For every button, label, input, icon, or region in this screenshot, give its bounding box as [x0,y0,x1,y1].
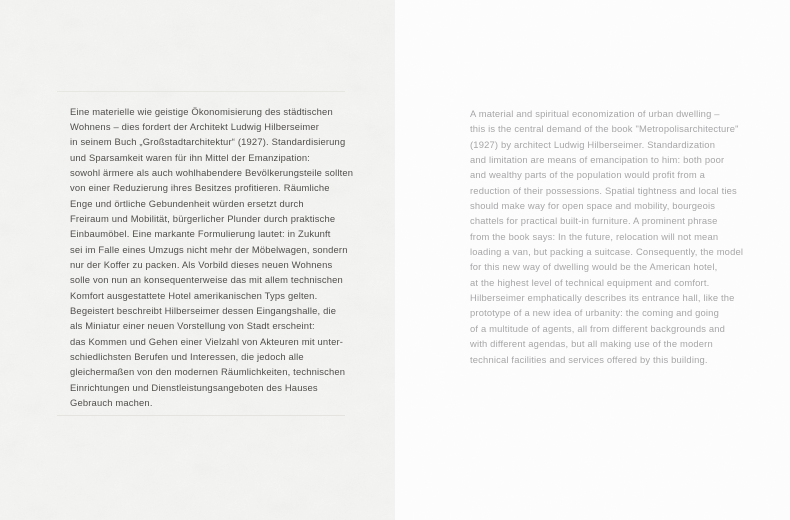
text-line: Eine materielle wie geistige Ökonomisierung des städtischen [70,105,333,117]
text-line: Hilberseimer emphatically describes its entrance hall, like the [470,292,735,304]
text-line: with different agendas, but all making use of the modern [470,338,713,350]
text-line: at the highest level of technical equipment and comfort. [470,276,710,288]
text-line: in seinem Buch „Großstadtarchitektur“ (1927). Standardisierung [70,136,346,148]
text-line: sowohl ärmere als auch wohlhabendere Bevölkerungsteile sollten [70,166,354,178]
text-line: Komfort ausgestattete Hotel amerikanischen Typs gelten. [70,289,318,301]
english-paragraph [470,106,743,367]
text-line: should make way for open space and mobility, bourgeois [470,200,716,212]
text-line: and limitation are means of emancipation to him: both poor [470,154,725,166]
text-line: nur der Koffer zu packen. Als Vorbild dieses neuen Wohnens [70,258,333,270]
text-line: Einrichtungen und Dienstleistungsangeboten des Hauses [70,381,318,393]
text-line: and wealthy parts of the population would profit from a [470,169,706,181]
text-line: reduction of their possessions. Spatial tightness and local ties [470,184,737,196]
text-line: Begeistert beschreibt Hilberseimer dessen Eingangshalle, die [70,304,337,316]
text-line: gleichermaßen von den modernen Räumlichkeiten, technischen [70,366,346,378]
text-line: from the book says: In the future, relocation will not mean [470,230,719,242]
german-paragraph [70,104,353,411]
text-line: technical facilities and services offered by this building. [470,353,708,365]
text-line: Wohnens – dies fordert der Architekt Ludwig Hilberseimer [70,120,320,132]
text-line: A material and spiritual economization of urban dwelling – [470,108,720,119]
text-line: von einer Reduzierung ihres Besitzes profitieren. Räumliche [70,182,330,194]
text-line: Enge und örtliche Gebundenheit würden ersetzt durch [70,197,304,209]
bottom-hairline-divider [57,415,345,416]
text-line: das Kommen und Gehen einer Vielzahl von Akteuren mit unter- [70,335,344,347]
text-line: sei im Falle eines Umzugs nicht mehr der Möbelwagen, sondern [70,243,348,255]
text-line: Einbaumöbel. Eine markante Formulierung lautet: in Zukunft [70,228,331,240]
text-line: of a multitude of agents, all from different backgrounds and [470,322,726,334]
text-line: und Sparsamkeit waren für ihn Mittel der Emanzipation: [70,151,311,163]
top-hairline-divider [57,91,345,92]
text-line: solle von nun an konsequenterweise das mit allem technischen [70,274,343,286]
text-line: for this new way of dwelling would be the American hotel, [470,261,718,273]
text-line: Freiraum und Mobilität, bürgerlicher Plunder durch praktische [70,212,336,224]
text-line: Gebrauch machen. [70,397,153,409]
text-line: (1927) by architect Ludwig Hilberseimer. Standardization [470,138,716,150]
text-line: prototype of a new idea of urbanity: the coming and going [470,307,719,319]
text-line: this is the central demand of the book "Metropolisarchitecture" [470,123,739,135]
text-line: chattels for practical built-in furniture. A prominent phrase [470,215,718,227]
text-line: als Miniatur einer neuen Vorstellung von Stadt erscheint: [70,320,315,332]
right-page-english [395,0,790,520]
text-line: loading a van, but packing a suitcase. Consequently, the model [470,246,744,258]
text-line: schiedlichsten Berufen und Interessen, die jedoch alle [70,351,304,362]
